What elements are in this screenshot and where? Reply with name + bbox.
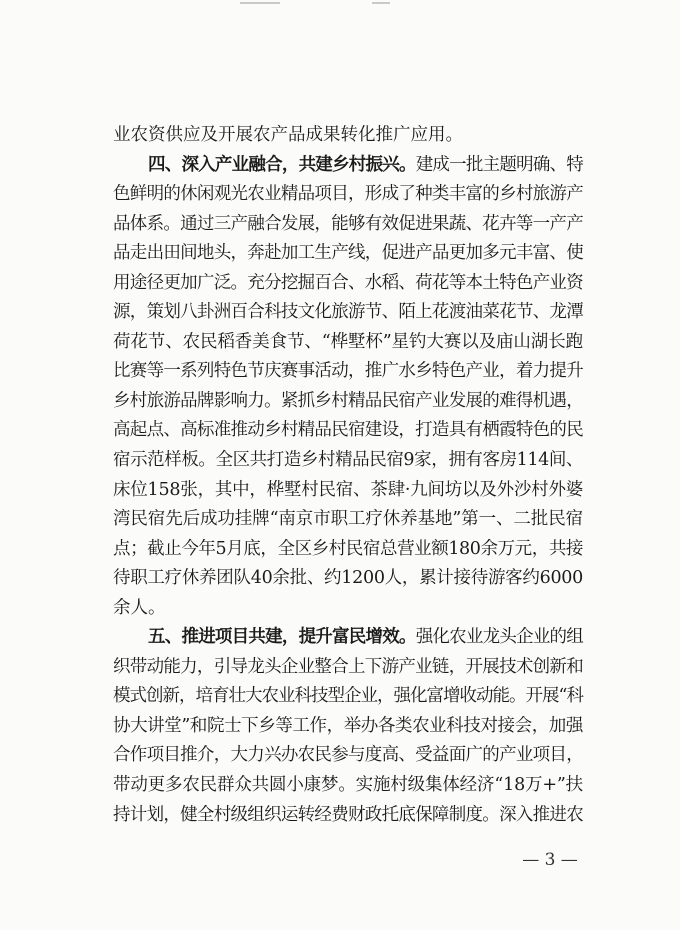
text-line bbox=[113, 416, 583, 446]
text-line bbox=[113, 564, 583, 594]
text-line bbox=[113, 121, 583, 151]
text-line bbox=[113, 771, 583, 801]
text-segment: 乡村旅游品牌影响力。紧抓乡村精品民宿产业发展的难得机遇， bbox=[113, 390, 583, 411]
text-segment: 源，策划八卦洲百合科技文化旅游节、陌上花渡油菜花节、龙潭 bbox=[113, 302, 583, 323]
text-line bbox=[113, 269, 583, 299]
text-segment: 织带动能力，引导龙头企业整合上下游产业链，开展技术创新和 bbox=[113, 656, 583, 677]
text-line bbox=[113, 328, 583, 358]
text-segment: 荷花节、农民稻香美食节、“桦墅杯”星钓大赛以及庙山湖长跑 bbox=[113, 331, 583, 352]
text-segment: 带动更多农民群众共圆小康梦。实施村级集体经济“18万+”扶 bbox=[113, 775, 583, 796]
text-segment: 品走出田间地头，奔赴加工生产线，促进产品更加多元丰富、使 bbox=[113, 243, 583, 264]
section-heading: 五、推进项目共建，提升富民增效。 bbox=[148, 627, 416, 648]
text-segment: 待职工疗休养团队40余批、约1200人，累计接待游客约6000 bbox=[113, 568, 583, 589]
text-line bbox=[113, 387, 583, 417]
text-line bbox=[113, 653, 583, 683]
page-number: — 3 — bbox=[522, 850, 578, 870]
text-segment: 品体系。通过三产融合发展，能够有效促进果蔬、花卉等一产产 bbox=[113, 213, 583, 234]
text-segment: 床位158张，其中，桦墅村民宿、茶肆·九间坊以及外沙村外婆 bbox=[113, 479, 583, 500]
text-segment: 协大讲堂”和院士下乡等工作，举办各类农业科技对接会，加强 bbox=[113, 715, 583, 736]
text-segment: 湾民宿先后成功挂牌“南京市职工疗休养基地”第一、二批民宿 bbox=[113, 509, 583, 530]
text-line bbox=[113, 801, 583, 831]
text-line bbox=[113, 446, 583, 476]
text-segment: 宿示范样板。全区共打造乡村精品民宿9家，拥有客房114间、 bbox=[113, 450, 583, 471]
text-line bbox=[113, 239, 583, 269]
document-body bbox=[113, 121, 583, 830]
text-segment: 合作项目推介，大力兴办农民参与度高、受益面广的产业项目， bbox=[113, 745, 583, 766]
text-line bbox=[113, 741, 583, 771]
text-line bbox=[113, 476, 583, 506]
text-line bbox=[113, 682, 583, 712]
text-line bbox=[113, 712, 583, 742]
text-segment: 点；截止今年5月底，全区乡村民宿总营业额180余万元，共接 bbox=[113, 538, 583, 559]
text-line bbox=[113, 505, 583, 535]
text-line bbox=[113, 357, 583, 387]
text-segment: 高起点、高标准推动乡村精品民宿建设，打造具有栖霞特色的民 bbox=[113, 420, 583, 441]
section-heading: 四、深入产业融合，共建乡村振兴。 bbox=[148, 154, 416, 175]
text-line bbox=[113, 594, 583, 624]
text-line bbox=[113, 210, 583, 240]
scan-edge-marks bbox=[0, 0, 680, 8]
text-segment: 比赛等一系列特色节庆赛事活动，推广水乡特色产业，着力提升 bbox=[113, 361, 583, 382]
text-line bbox=[113, 298, 583, 328]
text-line bbox=[113, 623, 583, 653]
text-segment: 余人。 bbox=[113, 597, 166, 618]
text-line bbox=[113, 535, 583, 565]
text-line bbox=[113, 180, 583, 210]
text-segment: 色鲜明的休闲观光农业精品项目，形成了种类丰富的乡村旅游产 bbox=[113, 184, 583, 205]
text-segment: 持计划，健全村级组织运转经费财政托底保障制度。深入推进农 bbox=[113, 804, 583, 825]
text-segment: 业农资供应及开展农产品成果转化推广应用。 bbox=[113, 125, 463, 145]
text-segment: 强化农业龙头企业的组 bbox=[415, 627, 584, 648]
text-segment: 模式创新，培育壮大农业科技型企业，强化富增收动能。开展“科 bbox=[113, 686, 583, 707]
text-segment: 建成一批主题明确、特 bbox=[415, 154, 584, 175]
text-segment: 用途径更加广泛。充分挖掘百合、水稻、荷花等本土特色产业资 bbox=[113, 272, 583, 293]
text-line bbox=[113, 151, 583, 181]
